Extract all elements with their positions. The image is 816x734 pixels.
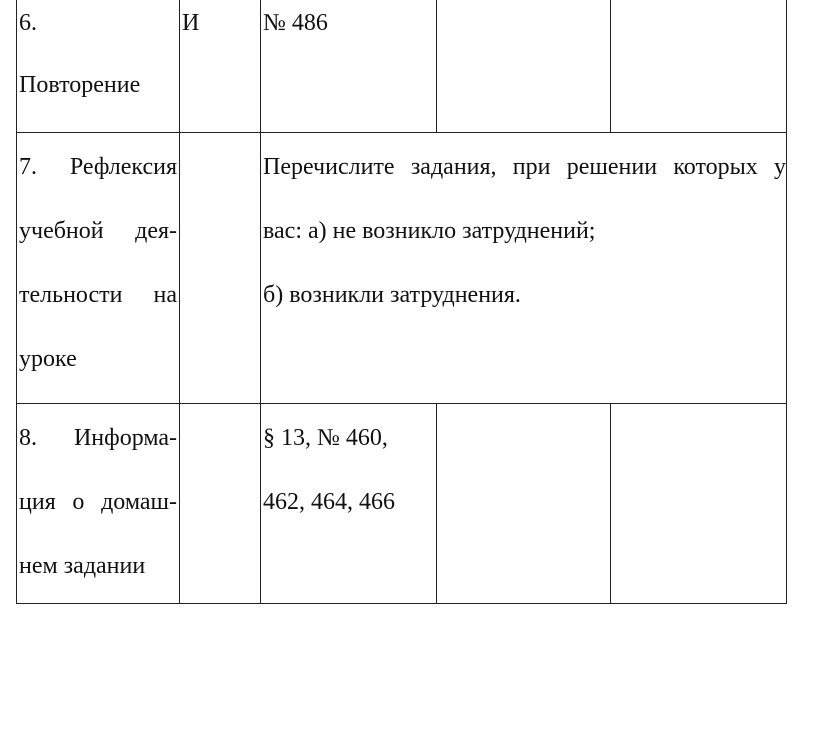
task-cell [261,133,787,404]
empty-cell [611,0,787,133]
task-line: вас: а) не возникло затруднений; [263,218,596,244]
lesson-plan-table [16,0,787,604]
stage-name: Повторение [19,72,141,98]
task-text: № 486 [263,10,328,36]
empty-cell [437,404,611,604]
stage-line: 7. Рефлексия [19,154,177,180]
stage-line: тельности на [19,282,177,308]
task-line: 462, 464, 466 [263,489,395,515]
task-line: Перечислите задания, при решении которых у [263,154,786,180]
stage-line: уроке [19,346,77,372]
task-cell [261,404,437,604]
table-row [17,404,787,604]
empty-cell [437,0,611,133]
stage-line: учебной дея- [19,218,177,244]
table-row [17,133,787,404]
empty-cell [611,404,787,604]
task-line: б) возникли затруднения. [263,282,521,308]
stage-cell [17,0,180,133]
form-cell [180,0,261,133]
stage-line: нем задании [19,553,146,579]
stage-cell [17,133,180,404]
table-row [17,0,787,133]
stage-number: 6. [19,10,37,36]
stage-line: ция о домаш- [19,489,177,515]
stage-line: 8. Информа- [19,425,177,451]
task-cell [261,0,437,133]
stage-cell [17,404,180,604]
task-line: § 13, № 460, [263,425,388,451]
work-form: И [182,10,200,36]
form-cell [180,404,261,604]
form-cell [180,133,261,404]
